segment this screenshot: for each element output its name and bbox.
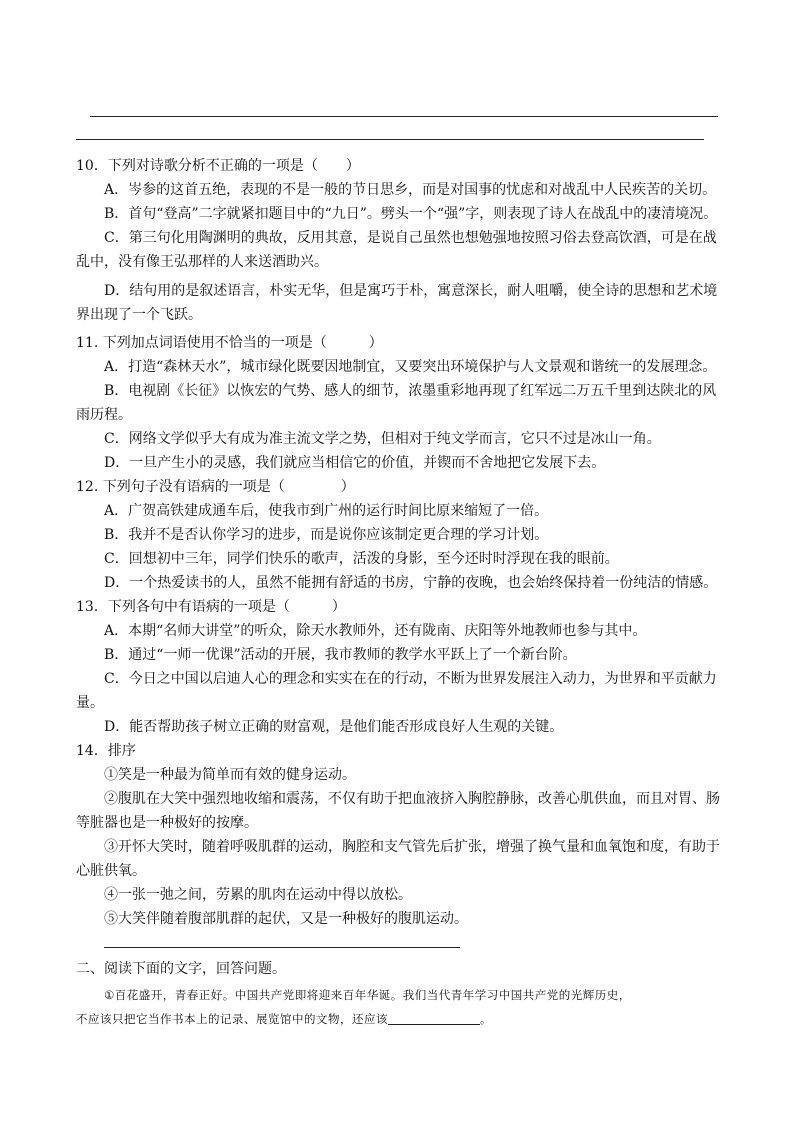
question-10-option-c-cont: 乱中，没有像王弘那样的人来送酒助兴。 (76, 254, 328, 270)
question-10-option-a: A．岑参的这首五绝，表现的不是一般的节日思乡，而是对国事的忧虑和对战乱中人民疾苦的关切。 (104, 182, 717, 198)
question-14-sentence-2: ②腹肌在大笑中强烈地收缩和震荡，不仅有助于把血液挤入胸腔静脉，改善心肌供血，而且对胃、肠 (104, 791, 720, 807)
question-10-option-d-cont: 界出现了一个飞跃。 (76, 307, 202, 323)
question-13-stem: 13．下列各句中有语病的一项是（ ） (76, 599, 346, 615)
question-11-option-d: D．一旦产生小的灵感，我们就应当相信它的价值，并锲而不舍地把它发展下去。 (104, 455, 606, 471)
section-2-paragraph-1-cont (76, 1010, 492, 1028)
question-11-stem: 11. 下列加点词语使用不恰当的一项是（ ） (76, 335, 383, 351)
question-12-option-a: A．广贺高铁建成通车后，使我市到广州的运行时间比原来缩短了一倍。 (104, 503, 549, 519)
question-14-sentence-2-cont: 等脏器也是一种极好的按摩。 (76, 815, 258, 831)
question-12-stem: 12. 下列句子没有语病的一项是（ ） (76, 479, 355, 495)
question-14-sentence-4: ④一张一弛之间，劳累的肌肉在运动中得以放松。 (104, 887, 412, 903)
question-12-option-d: D．一个热爱读书的人，虽然不能拥有舒适的书房，宁静的夜晚，也会始终保持着一份纯洁的情感。 (104, 575, 718, 591)
question-10-stem: 10．下列对诗歌分析不正确的一项是（ ） (76, 158, 360, 174)
question-13-option-d: D．能否帮助孩子树立正确的财富观，是他们能否形成良好人生观的关键。 (104, 719, 564, 735)
question-11-option-c: C．网络文学似乎大有成为准主流文学之势，但相对于纯文学而言，它只不过是冰山一角。 (104, 431, 661, 447)
question-12-option-b: B．我并不是否认你学习的进步，而是说你应该制定更合理的学习计划。 (104, 527, 549, 543)
question-14-stem: 14．排序 (76, 743, 136, 759)
question-14-sentence-1: ①笑是一种最为简单而有效的健身运动。 (104, 767, 356, 783)
question-13-option-b: B．通过“一师一优课”活动的开展，我市教师的教学水平跃上了一个新台阶。 (104, 647, 577, 663)
section-2-paragraph-end: 。 (480, 1012, 492, 1026)
question-11-option-b-cont: 雨历程。 (76, 407, 132, 423)
section-2-paragraph-text: 不应该只把它当作书本上的记录、展览馆中的文物，还应该 (76, 1012, 388, 1026)
question-14-answer-line (104, 947, 460, 948)
answer-line-2 (76, 139, 704, 140)
question-12-option-c: C．回想初中三年，同学们快乐的歌声，活泼的身影，至今还时时浮现在我的眼前。 (104, 551, 619, 567)
question-14-sentence-5: ⑤大笑伴随着腹部肌群的起伏，又是一种极好的腹肌运动。 (104, 911, 468, 927)
fill-in-blank[interactable] (388, 1010, 480, 1025)
question-14-sentence-3: ③开怀大笑时，随着呼吸肌群的运动，胸腔和支气管先后扩张，增强了换气量和血氧饱和度，有助于 (104, 839, 720, 855)
question-14-sentence-3-cont: 心脏供氧。 (76, 863, 146, 879)
question-10-option-b: B．首句“登高”二字就紧扣题目中的“九日”。劈头一个“强”字，则表现了诗人在战乱中的凄清境况。 (104, 206, 718, 222)
question-13-option-a: A．本期“名师大讲堂”的听众，除天水教师外，还有陇南、庆阳等外地教师也参与其中。 (104, 623, 647, 639)
section-2-paragraph-1: ①百花盛开，青春正好。中国共产党即将迎来百年华诞。我们当代青年学习中国共产党的光辉历史， (104, 988, 631, 1002)
question-11-option-b: B．电视剧《长征》以恢宏的气势、感人的细节，浓墨重彩地再现了红军远二万五千里到达陕北的风 (104, 383, 717, 399)
question-13-option-c: C．今日之中国以启迪人心的理念和实实在在的行动，不断为世界发展注入动力，为世界和平贡献力 (104, 671, 717, 687)
section-2-heading: 二、阅读下面的文字，回答问题。 (76, 961, 286, 977)
question-10-option-d: D．结句用的是叙述语言，朴实无华，但是寓巧于朴，寓意深长，耐人咀嚼，使全诗的思想和艺术境 (104, 283, 718, 299)
answer-line-1 (90, 116, 718, 117)
question-11-option-a: A．打造“森林天水”，城市绿化既要因地制宜，又要突出环境保护与人文景观和谐统一的发展理念。 (104, 359, 717, 375)
question-10-option-c: C．第三句化用陶渊明的典故，反用其意，是说自己虽然也想勉强地按照习俗去登高饮酒，可是在战 (104, 230, 717, 246)
question-13-option-c-cont: 量。 (76, 695, 104, 711)
